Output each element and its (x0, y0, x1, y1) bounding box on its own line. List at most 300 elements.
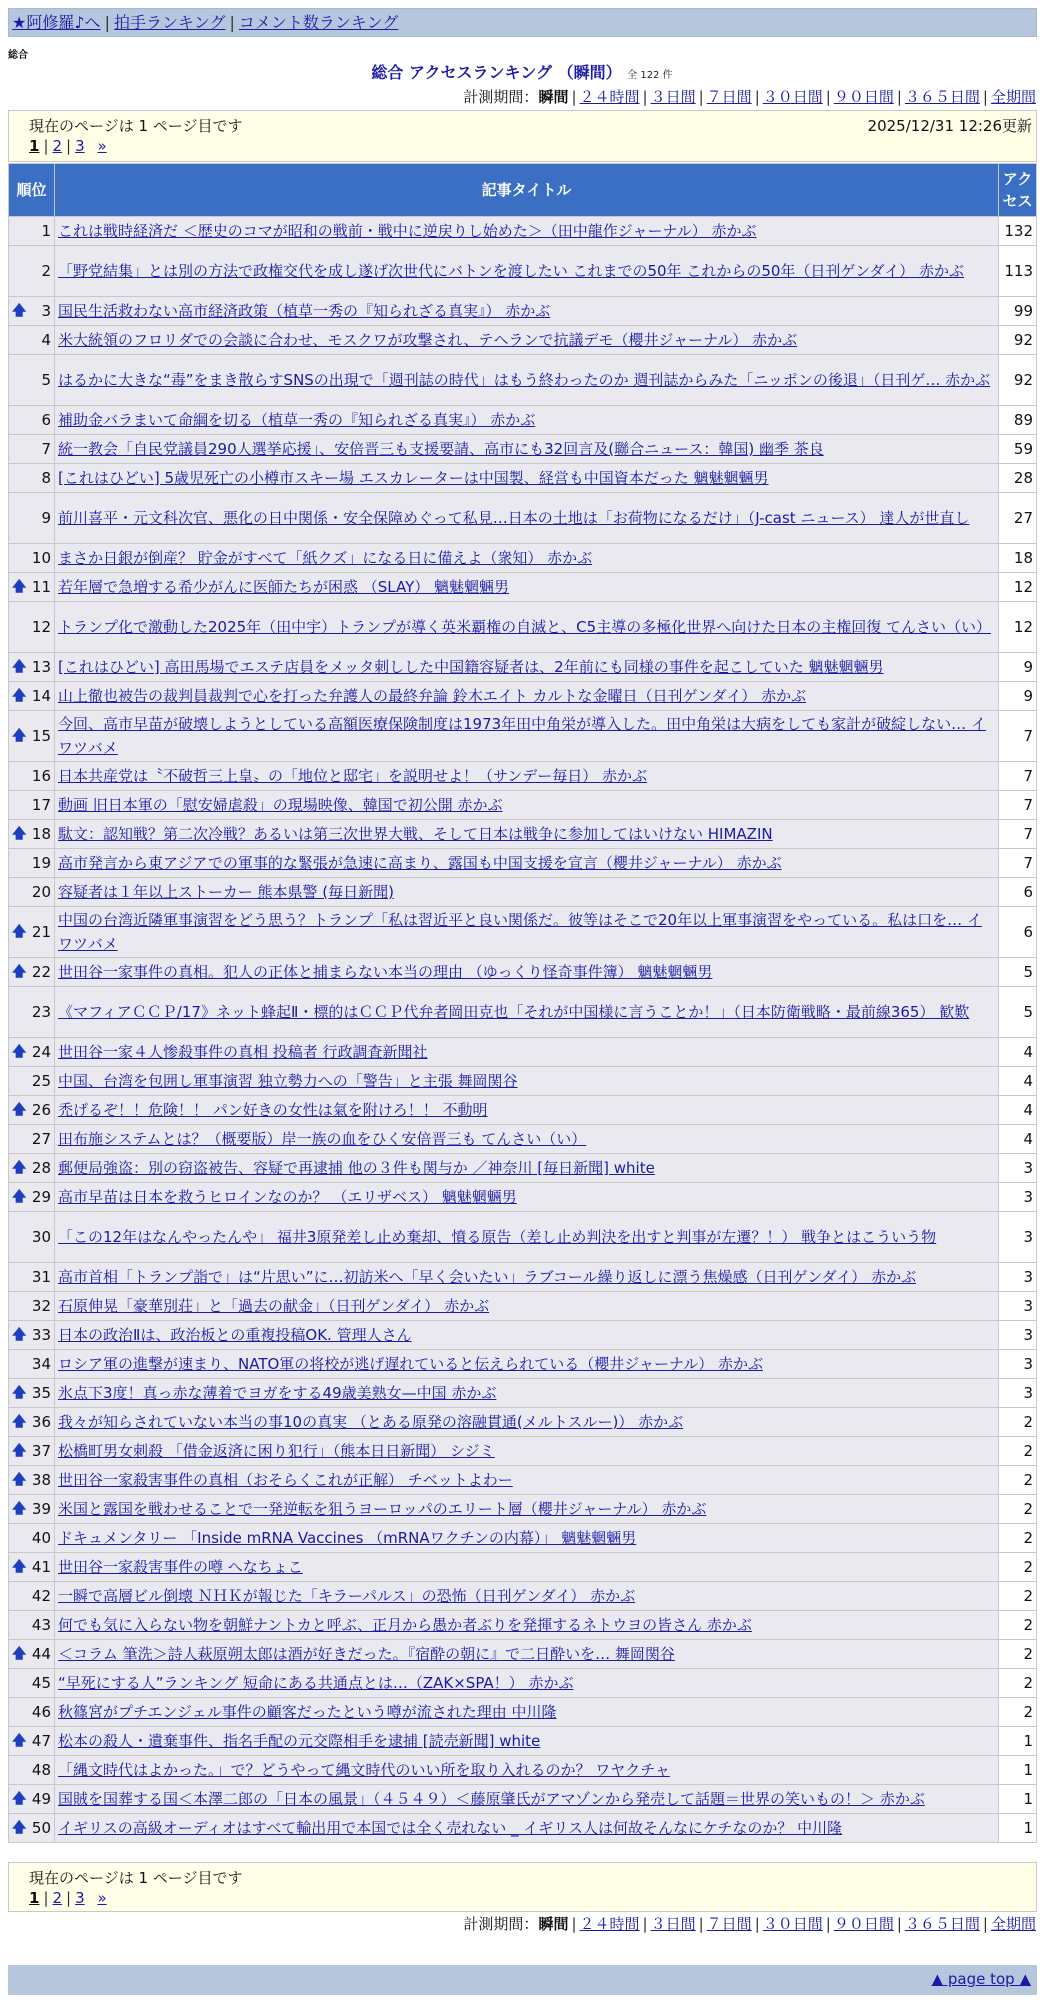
access-count: 2 (999, 1553, 1037, 1582)
table-row (9, 1096, 1037, 1125)
rank-cell (9, 1640, 55, 1669)
rank-number: 33 (31, 1326, 51, 1344)
ranking-title: 総合 アクセスランキング （瞬間） (371, 63, 622, 82)
rank-number: 15 (31, 727, 51, 745)
home-link[interactable]: ★阿修羅♪へ (12, 13, 101, 32)
article-link[interactable]: まさか日銀が倒産？ 貯金がすべて「紙クズ」になる日に備えよ（衆知） 赤かぶ (58, 549, 593, 567)
rank-number: 32 (31, 1297, 51, 1315)
title-cell (55, 1263, 999, 1292)
rank-cell (9, 326, 55, 355)
rank-cell (9, 1814, 55, 1843)
title-cell (55, 958, 999, 987)
page-info-top (8, 110, 1037, 162)
rank-number: 44 (31, 1645, 51, 1663)
rank-cell (9, 435, 55, 464)
page-link[interactable]: 2 (52, 1889, 63, 1907)
table-row (9, 907, 1037, 958)
title-cell (55, 849, 999, 878)
access-count: 7 (999, 711, 1037, 762)
article-link[interactable]: 米国と露国を戦わせることで一発逆転を狙うヨーロッパのエリート層（櫻井ジャーナル） 赤かぶ (58, 1500, 707, 1518)
separator: | (982, 88, 988, 106)
table-row (9, 762, 1037, 791)
table-row (9, 958, 1037, 987)
period-label: 計測期間： (463, 88, 539, 106)
access-count: 4 (999, 1096, 1037, 1125)
period-link[interactable]: ３６５日間 (904, 1915, 980, 1933)
period-link[interactable]: 全期間 (990, 88, 1036, 106)
next-page-link[interactable]: » (97, 137, 107, 155)
rank-cell (9, 1466, 55, 1495)
rank-cell (9, 1611, 55, 1640)
access-count: 7 (999, 849, 1037, 878)
rank-number: 3 (41, 302, 51, 320)
article-link[interactable]: 中国、台湾を包囲し軍事演習 独立勢力への「警告」と主張 舞岡関谷 (58, 1072, 518, 1090)
article-link[interactable]: 郵便局強盗：別の窃盗被告、容疑で再逮捕 他の３件も関与か ／神奈川 [毎日新聞] white (58, 1159, 655, 1177)
article-link[interactable]: ロシア軍の進撃が速まり、NATO軍の将校が逃げ遅れていると伝えられている（櫻井ジャーナル） 赤かぶ (58, 1355, 764, 1373)
article-link[interactable]: 山上徹也被告の裁判員裁判で心を打った弁護人の最終弁論 鈴木エイト カルトな金曜日（日刊ゲンダイ） 赤かぶ (58, 687, 807, 705)
table-row (9, 246, 1037, 297)
up-arrow-icon: 🡅 (12, 728, 27, 744)
page-link[interactable]: 3 (75, 137, 85, 155)
title-cell (55, 1466, 999, 1495)
table-row (9, 493, 1037, 544)
ranking-table (8, 163, 1037, 1843)
access-count: 92 (999, 326, 1037, 355)
table-row (9, 1495, 1037, 1524)
access-count: 2 (999, 1466, 1037, 1495)
access-count: 2 (999, 1582, 1037, 1611)
rank-cell (9, 878, 55, 907)
access-count: 2 (999, 1495, 1037, 1524)
title-cell (55, 1154, 999, 1183)
title-cell (55, 820, 999, 849)
article-link[interactable]: 若年層で急増する希少がんに医師たちが困惑 （SLAY） 魑魅魍魎男 (58, 578, 510, 596)
article-link[interactable]: “早死にする人”ランキング 短命にある共通点とは…（ZAK×SPA！） 赤かぶ (58, 1674, 574, 1692)
rank-cell (9, 217, 55, 246)
period-link[interactable]: ９０日間 (833, 88, 894, 106)
article-link[interactable]: 駄文：認知戦？第二次冷戦？あるいは第三次世界大戦、そして日本は戦争に参加してはいけない HIMAZIN (58, 825, 773, 843)
table-row (9, 1321, 1037, 1350)
up-arrow-icon: 🡅 (12, 1102, 27, 1118)
rank-number: 36 (31, 1413, 51, 1431)
article-link[interactable]: 禿げるぞ！！危険！！ パン好きの女性は氣を附けろ！！ 不動明 (58, 1101, 488, 1119)
table-row (9, 1408, 1037, 1437)
access-count: 3 (999, 1379, 1037, 1408)
access-count: 3 (999, 1321, 1037, 1350)
article-link[interactable]: 国民生活救わない高市経済政策（植草一秀の『知られざる真実』） 赤かぶ (58, 302, 551, 320)
article-link[interactable]: 石原伸晃「豪華別荘」と「過去の献金」（日刊ゲンダイ） 赤かぶ (58, 1297, 490, 1315)
up-arrow-icon: 🡅 (12, 964, 27, 980)
article-link[interactable]: 松橋町男女刺殺 「借金返済に困り犯行」（熊本日日新聞） シジミ (58, 1442, 495, 1460)
title-cell (55, 1183, 999, 1212)
title-cell (55, 791, 999, 820)
rank-number: 8 (41, 469, 51, 487)
rank-cell (9, 1785, 55, 1814)
article-link[interactable]: 氷点下3度！真っ赤な薄着でヨガをする49歳美熟女—中国 赤かぶ (58, 1384, 497, 1402)
article-link[interactable]: これは戦時経済だ ＜歴史のコマが昭和の戦前・戦中に逆戻りし始めた＞（田中龍作ジャーナル） 赤かぶ (58, 222, 757, 240)
access-count: 3 (999, 1183, 1037, 1212)
rank-cell (9, 406, 55, 435)
pagination (29, 137, 107, 155)
title-cell (55, 464, 999, 493)
article-link[interactable]: 容疑者は１年以上ストーカー 熊本県警 (毎日新聞) (58, 883, 394, 901)
article-link[interactable]: 中国の台湾近隣軍事演習をどう思う？トランプ「私は習近平と良い関係だ。彼等はそこで20年以上軍事演習をやっている。私は口を… イワツバメ (58, 911, 982, 953)
period-link[interactable]: ３０日間 (762, 88, 823, 106)
rank-cell (9, 1183, 55, 1212)
table-row (9, 1669, 1037, 1698)
title-cell (55, 435, 999, 464)
access-count: 12 (999, 573, 1037, 602)
access-count: 12 (999, 602, 1037, 653)
rank-number: 19 (31, 854, 51, 872)
table-row (9, 878, 1037, 907)
table-row (9, 217, 1037, 246)
rank-cell (9, 987, 55, 1038)
separator: | (43, 137, 49, 155)
period-link[interactable]: ２４時間 (579, 1915, 640, 1933)
article-link[interactable]: ＜コラム 筆洗＞詩人萩原朔太郎は酒が好きだった。『宿酔の朝に』で二日酔いを… 舞岡関谷 (58, 1645, 675, 1663)
article-link[interactable]: 「縄文時代はよかった。」で？どうやって縄文時代のいい所を取り入れるのか？ ワヤクチャ (58, 1761, 670, 1779)
title-cell (55, 1669, 999, 1698)
title-cell (55, 493, 999, 544)
page-current: 1 (29, 137, 40, 155)
period-link[interactable]: ３６５日間 (904, 88, 980, 106)
title-cell (55, 1437, 999, 1466)
period-link[interactable]: ７日間 (706, 1915, 752, 1933)
updated-time: 2025/12/31 12:26更新 (867, 117, 1032, 135)
title-cell (55, 1321, 999, 1350)
rank-cell (9, 1698, 55, 1727)
title-cell (55, 1212, 999, 1263)
table-row (9, 1756, 1037, 1785)
title-cell (55, 1350, 999, 1379)
rank-cell (9, 1727, 55, 1756)
title-cell (55, 217, 999, 246)
period-link[interactable]: ７日間 (706, 88, 752, 106)
rank-cell (9, 1408, 55, 1437)
rank-cell (9, 544, 55, 573)
rank-number: 11 (31, 578, 51, 596)
page-title (0, 60, 1044, 83)
up-arrow-icon: 🡅 (12, 1472, 27, 1488)
table-row (9, 791, 1037, 820)
access-count: 2 (999, 1437, 1037, 1466)
article-link[interactable]: 今回、高市早苗が破壊しようとしている高額医療保険制度は1973年田中角栄が導入した。田中角栄は大病をしても家計が破綻しない… イワツバメ (58, 715, 986, 757)
table-row (9, 1611, 1037, 1640)
rank-cell (9, 762, 55, 791)
rank-number: 50 (31, 1819, 51, 1837)
page-link[interactable]: 2 (52, 137, 63, 155)
rank-number: 16 (31, 767, 51, 785)
article-link[interactable]: 何でも気に入らない物を朝鮮ナントカと呼ぶ、正月から愚か者ぶりを発揮するネトウヨの皆さん 赤かぶ (58, 1616, 752, 1634)
rank-number: 7 (41, 440, 51, 458)
rank-number: 38 (31, 1471, 51, 1489)
title-cell (55, 1292, 999, 1321)
table-row (9, 544, 1037, 573)
title-cell (55, 762, 999, 791)
table-row (9, 1466, 1037, 1495)
period-link[interactable]: 全期間 (990, 1915, 1036, 1933)
rank-cell (9, 791, 55, 820)
rank-number: 27 (31, 1130, 51, 1148)
access-count: 1 (999, 1785, 1037, 1814)
table-row (9, 1263, 1037, 1292)
up-arrow-icon: 🡅 (12, 1189, 27, 1205)
rank-number: 43 (31, 1616, 51, 1634)
article-link[interactable]: イギリスの高級オーディオはすべて輸出用で本国では全く売れない _ イギリス人は何故そんなにケチなのか？ 中川隆 (58, 1819, 843, 1837)
article-link[interactable]: 世田谷一家殺害事件の真相（おそらくこれが正解） チベットよわー (58, 1471, 513, 1489)
access-count: 1 (999, 1814, 1037, 1843)
title-cell (55, 1785, 999, 1814)
up-arrow-icon: 🡅 (12, 579, 27, 595)
title-cell (55, 1096, 999, 1125)
title-cell (55, 1379, 999, 1408)
title-cell (55, 987, 999, 1038)
table-row (9, 1125, 1037, 1154)
rank-number: 12 (31, 618, 51, 636)
access-count: 28 (999, 464, 1037, 493)
title-cell (55, 1408, 999, 1437)
current-page-text: 現在のページは 1 ページ目です (29, 1869, 243, 1887)
title-cell (55, 653, 999, 682)
separator: | (825, 1915, 831, 1933)
article-link[interactable]: 動画 旧日本軍の「慰安婦虐殺」の現場映像、韓国で初公開 赤かぶ (58, 796, 503, 814)
rank-number: 41 (31, 1558, 51, 1576)
table-row (9, 1640, 1037, 1669)
article-link[interactable]: 日本共産党は〝不破哲三上皇〟の「地位と邸宅」を説明せよ！（サンデー毎日） 赤かぶ (58, 767, 648, 785)
rank-number: 13 (31, 658, 51, 676)
rank-number: 1 (41, 222, 51, 240)
period-current: 瞬間 (538, 88, 569, 106)
title-cell (55, 1640, 999, 1669)
title-cell (55, 1698, 999, 1727)
article-link[interactable]: 世田谷一家４人惨殺事件の真相 投稿者 行政調査新聞社 (58, 1043, 428, 1061)
rank-cell (9, 1212, 55, 1263)
rank-number: 4 (41, 331, 51, 349)
article-link[interactable]: 秋篠宮がプチエンジェル事件の顧客だったという噂が流された理由 中川隆 (58, 1703, 557, 1721)
access-count: 4 (999, 1038, 1037, 1067)
total-count: 全 122 件 (627, 70, 673, 81)
title-cell (55, 602, 999, 653)
table-row (9, 987, 1037, 1038)
column-header-access: アクセス (999, 164, 1037, 217)
rank-cell (9, 1096, 55, 1125)
separator: | (698, 1915, 704, 1933)
rank-cell (9, 907, 55, 958)
article-link[interactable]: 「この12年はなんやったんや」 福井3原発差し止め棄却、憤る原告（差し止め判決を出すと判事が左遷？！） 戦争とはこういう物 (58, 1228, 937, 1246)
table-row (9, 355, 1037, 406)
access-count: 3 (999, 1350, 1037, 1379)
article-link[interactable]: 「野党結集」とは別の方法で政権交代を成し遂げ次世代にバトンを渡したい これまでの50年 これからの50年（日刊ゲンダイ） 赤かぶ (58, 262, 964, 280)
table-row (9, 849, 1037, 878)
access-count: 18 (999, 544, 1037, 573)
table-row (9, 464, 1037, 493)
article-link[interactable]: ドキュメンタリー 「Inside mRNA Vaccines （mRNAワクチンの内幕）」 魑魅魍魎男 (58, 1529, 637, 1547)
access-count: 7 (999, 762, 1037, 791)
title-cell (55, 355, 999, 406)
up-arrow-icon: 🡅 (12, 1501, 27, 1517)
rank-cell (9, 493, 55, 544)
separator: | (896, 88, 902, 106)
table-row (9, 682, 1037, 711)
rank-cell (9, 1669, 55, 1698)
rank-cell (9, 1321, 55, 1350)
title-cell (55, 1524, 999, 1553)
period-selector-top (463, 86, 1036, 107)
table-row (9, 1814, 1037, 1843)
article-link[interactable]: 日本の政治Ⅱは、政治板との重複投稿OK. 管理人さん (58, 1326, 412, 1344)
pagination (29, 1889, 107, 1907)
table-row (9, 1067, 1037, 1096)
table-row (9, 1698, 1037, 1727)
rank-cell (9, 355, 55, 406)
rank-number: 24 (31, 1043, 51, 1061)
rank-cell (9, 1350, 55, 1379)
up-arrow-icon: 🡅 (12, 1160, 27, 1176)
up-arrow-icon: 🡅 (12, 1044, 27, 1060)
separator: | (642, 1915, 648, 1933)
rank-number: 48 (31, 1761, 51, 1779)
title-cell (55, 544, 999, 573)
article-link[interactable]: 世田谷一家事件の真相。犯人の正体と捕まらない本当の理由 （ゆっくり怪奇事件簿） 魑魅魍魎男 (58, 963, 713, 981)
rank-cell (9, 1379, 55, 1408)
page-link[interactable]: 3 (75, 1889, 85, 1907)
table-row (9, 1727, 1037, 1756)
rank-number: 40 (31, 1529, 51, 1547)
rank-number: 28 (31, 1159, 51, 1177)
rank-cell (9, 1756, 55, 1785)
article-link[interactable]: 我々が知らされていない本当の事10の真実 （とある原発の溶融貫通(メルトスルー)） 赤かぶ (58, 1413, 684, 1431)
table-row (9, 1350, 1037, 1379)
top-nav-bar (8, 8, 1037, 37)
access-count: 6 (999, 878, 1037, 907)
title-cell (55, 246, 999, 297)
article-link[interactable]: 高市早苗は日本を救うヒロインなのか？ （エリザベス） 魑魅魍魎男 (58, 1188, 517, 1206)
title-cell (55, 878, 999, 907)
article-link[interactable]: 補助金バラまいて命綱を切る（植草一秀の『知られざる真実』） 赤かぶ (58, 411, 536, 429)
title-cell (55, 297, 999, 326)
article-link[interactable]: 高市発言から東アジアでの軍事的な緊張が急速に高まり、露国も中国支援を宣言（櫻井ジャーナル） 赤かぶ (58, 854, 782, 872)
title-cell (55, 1611, 999, 1640)
article-link[interactable]: 統一教会「自民党議員290人選挙応援」、安倍晋三も支援要請、高市にも32回言及(聯合ニュース：韓国) 幽季 茶良 (58, 440, 824, 458)
rank-number: 37 (31, 1442, 51, 1460)
up-arrow-icon: 🡅 (12, 688, 27, 704)
article-link[interactable]: [これはひどい] 高田馬場でエステ店員をメッタ刺しした中国籍容疑者は、2年前にも同様の事件を起こしていた 魑魅魍魎男 (58, 658, 884, 676)
current-page-text: 現在のページは 1 ページ目です (29, 117, 243, 135)
up-arrow-icon: 🡅 (12, 826, 27, 842)
access-count: 89 (999, 406, 1037, 435)
article-link[interactable]: 一瞬で高層ビル倒壊 ＮＨＫが報じた「キラーパルス」の恐怖（日刊ゲンダイ） 赤かぶ (58, 1587, 636, 1605)
up-arrow-icon: 🡅 (12, 1414, 27, 1430)
access-count: 3 (999, 1263, 1037, 1292)
rank-cell (9, 1437, 55, 1466)
title-cell (55, 326, 999, 355)
rank-number: 2 (41, 262, 51, 280)
title-cell (55, 711, 999, 762)
table-row (9, 653, 1037, 682)
access-count: 5 (999, 987, 1037, 1038)
article-link[interactable]: 前川喜平・元文科次官、悪化の日中関係・安全保障めぐって私見…日本の土地は「お荷物になるだけ」（J-cast ニュース） 達人が世直し (58, 509, 970, 527)
rank-number: 14 (31, 687, 51, 705)
rank-cell (9, 464, 55, 493)
article-link[interactable]: トランプ化で激動した2025年（田中宇）トランプが導く英米覇権の自滅と、C5主導の多極化世界へ向けた日本の主権回復 てんさい（い） (58, 618, 991, 636)
access-count: 6 (999, 907, 1037, 958)
up-arrow-icon: 🡅 (12, 659, 27, 675)
access-count: 92 (999, 355, 1037, 406)
rank-cell (9, 653, 55, 682)
table-row (9, 1038, 1037, 1067)
access-count: 99 (999, 297, 1037, 326)
rank-number: 46 (31, 1703, 51, 1721)
title-cell (55, 1495, 999, 1524)
article-link[interactable]: はるかに大きな“毒”をまき散らすSNSの出現で「週刊誌の時代」はもう終わったのか 週刊誌からみた「ニッポンの後退」（日刊ゲ… 赤かぶ (58, 371, 991, 389)
access-count: 9 (999, 653, 1037, 682)
rank-cell (9, 573, 55, 602)
separator: | (43, 1889, 49, 1907)
rank-number: 29 (31, 1188, 51, 1206)
up-arrow-icon: 🡅 (12, 1327, 27, 1343)
article-link[interactable]: 世田谷一家殺害事件の噂 へなちょこ (58, 1558, 303, 1576)
article-link[interactable]: 松本の殺人・遺棄事件、指名手配の元交際相手を逮捕 [読売新聞] white (58, 1732, 541, 1750)
title-cell (55, 682, 999, 711)
separator: | (754, 88, 760, 106)
access-count: 5 (999, 958, 1037, 987)
period-link[interactable]: ９０日間 (833, 1915, 894, 1933)
access-count: 4 (999, 1125, 1037, 1154)
separator: | (754, 1915, 760, 1933)
comment-ranking-link[interactable]: コメント数ランキング (238, 13, 399, 32)
rank-number: 17 (31, 796, 51, 814)
period-link[interactable]: ３日間 (650, 1915, 696, 1933)
separator: | (229, 13, 235, 32)
rank-number: 35 (31, 1384, 51, 1402)
table-row (9, 1785, 1037, 1814)
rank-cell (9, 1067, 55, 1096)
up-arrow-icon: 🡅 (12, 1559, 27, 1575)
table-row (9, 573, 1037, 602)
period-link[interactable]: ３日間 (650, 88, 696, 106)
title-cell (55, 573, 999, 602)
rank-cell (9, 958, 55, 987)
separator: | (982, 1915, 988, 1933)
up-arrow-icon: 🡅 (12, 1733, 27, 1749)
access-count: 2 (999, 1524, 1037, 1553)
rank-number: 22 (31, 963, 51, 981)
page-top-link[interactable]: ▲ page top ▲ (931, 1970, 1031, 1988)
table-row (9, 1379, 1037, 1408)
access-count: 7 (999, 791, 1037, 820)
up-arrow-icon: 🡅 (12, 1791, 27, 1807)
rank-number: 26 (31, 1101, 51, 1119)
rank-number: 23 (31, 1003, 51, 1021)
article-link[interactable]: 高市首相「トランプ詣で」は“片思い”に…初訪米へ「早く会いたい」ラブコール繰り返しに漂う焦燥感（日刊ゲンダイ） 赤かぶ (58, 1268, 917, 1286)
article-link[interactable]: 田布施システムとは？（概要版）岸一族の血をひく安倍晋三も てんさい（い） (58, 1130, 587, 1148)
period-selector-bottom (463, 1913, 1036, 1934)
period-link[interactable]: ３０日間 (762, 1915, 823, 1933)
article-link[interactable]: 《マフィアＣＣＰ/17》ネット蜂起Ⅱ・標的はＣＣＰ代弁者岡田克也「それが中国様に言うことか！」（日本防衛戦略・最前線365） 歓歎 (58, 1003, 970, 1021)
separator: | (66, 1889, 72, 1907)
article-link[interactable]: 米大統領のフロリダでの会談に合わせ、モスクワが攻撃され、テヘランで抗議デモ（櫻井ジャーナル） 赤かぶ (58, 331, 798, 349)
next-page-link[interactable]: » (97, 1889, 107, 1907)
title-cell (55, 907, 999, 958)
period-link[interactable]: ２４時間 (579, 88, 640, 106)
article-link[interactable]: [これはひどい] 5歳児死亡の小樽市スキー場 エスカレーターは中国製、経営も中国資本だった 魑魅魍魎男 (58, 469, 769, 487)
access-count: 1 (999, 1727, 1037, 1756)
up-arrow-icon: 🡅 (12, 1820, 27, 1836)
clap-ranking-link[interactable]: 拍手ランキング (113, 13, 226, 32)
table-row (9, 297, 1037, 326)
article-link[interactable]: 国賊を国葬する国＜本澤二郎の「日本の風景」（４５４９）＜藤原肇氏がアマゾンから発売して話題＝世界の笑いもの！＞ 赤かぶ (58, 1790, 925, 1808)
